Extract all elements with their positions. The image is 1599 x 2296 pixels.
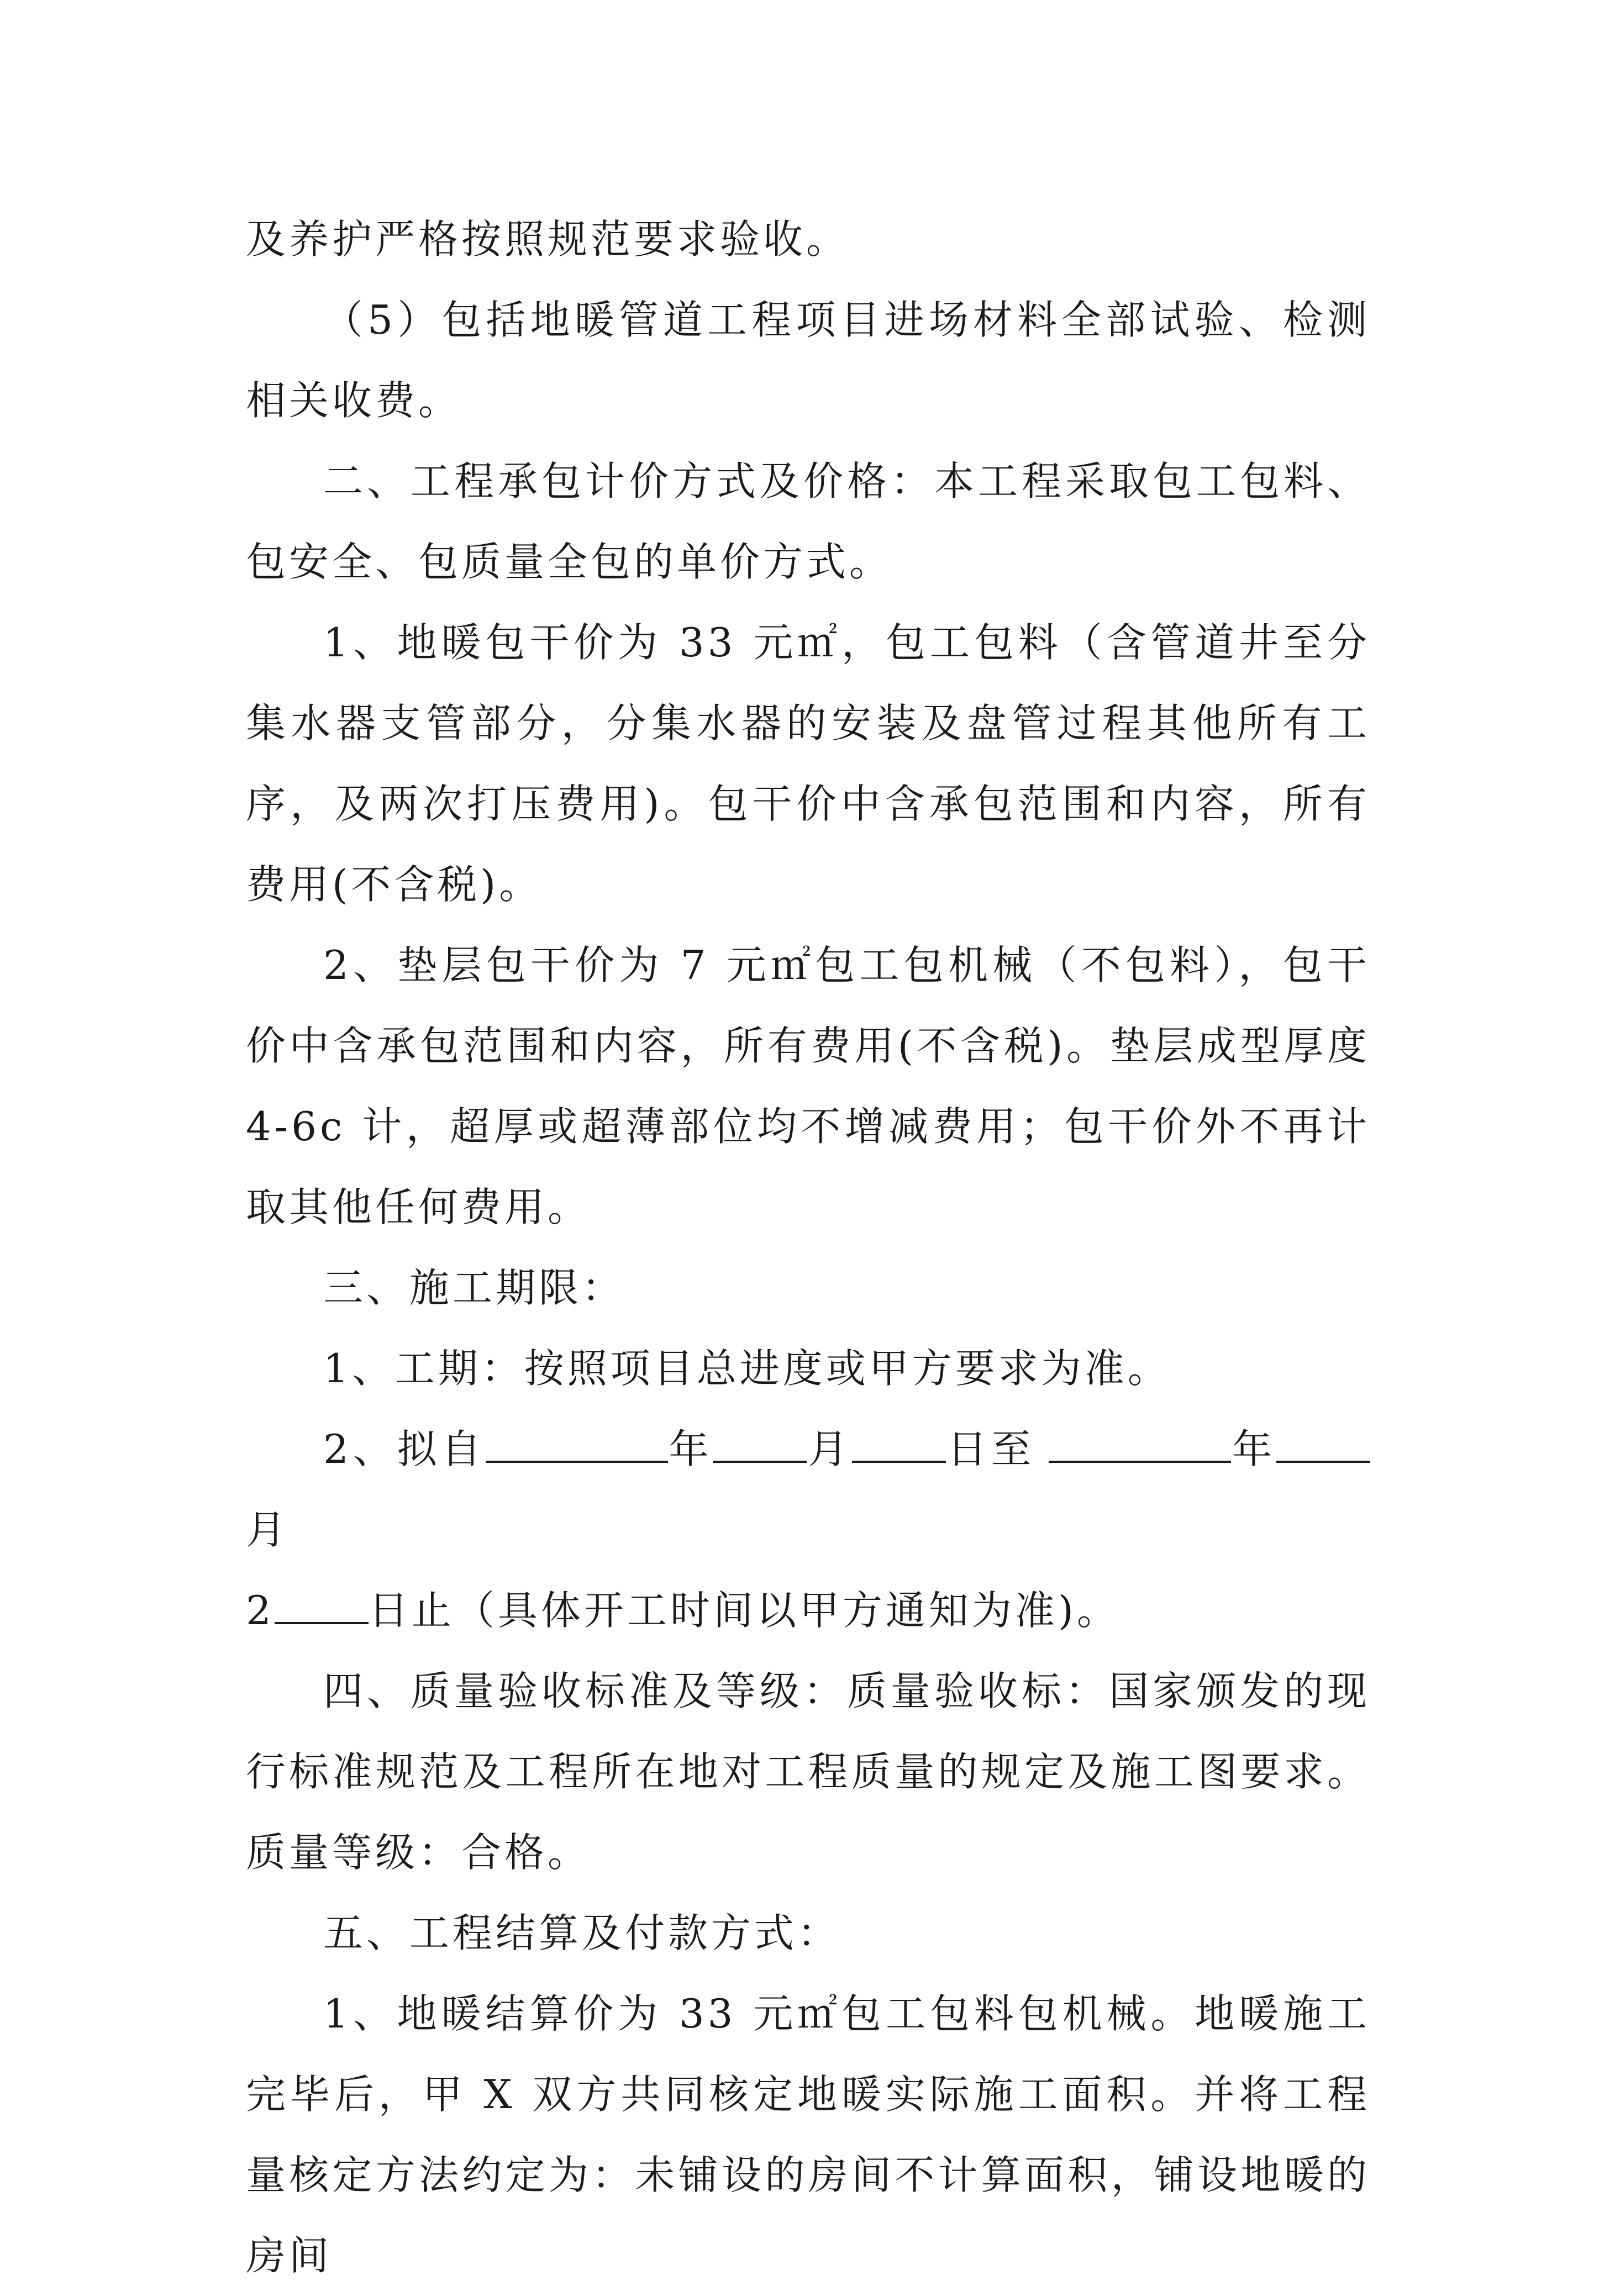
schedule-prefix: 2、拟自 bbox=[323, 1426, 486, 1472]
start-year-blank bbox=[486, 1425, 668, 1463]
paragraph-schedule-dates bbox=[246, 1409, 1370, 1570]
paragraph-quality-standard: 四、质量验收标准及等级：质量验收标：国家颁发的现行标准规范及工程所在地对工程质量的规定及施工图要求。质量等级：合格。 bbox=[246, 1668, 1370, 1876]
start-day-to-label: 日至 bbox=[946, 1426, 1036, 1472]
paragraph-pricing-method: 二、工程承包计价方式及价格：本工程采取包工包料、包安全、包质量全包的单价方式。 bbox=[246, 458, 1370, 585]
end-day-prefix: 2 bbox=[246, 1587, 275, 1634]
paragraph-material-testing: （5）包括地暖管道工程项目进场材料全部试验、检测相关收费。 bbox=[246, 297, 1370, 424]
start-month-label: 月 bbox=[807, 1426, 853, 1472]
paragraph-duration: 1、工期：按照项目总进度或甲方要求为准。 bbox=[323, 1345, 1171, 1392]
end-day-blank bbox=[275, 1586, 369, 1624]
start-month-blank bbox=[713, 1425, 807, 1463]
end-day-suffix: 日止（具体开工时间以甲方通知为准)。 bbox=[368, 1587, 1120, 1634]
document-page bbox=[246, 199, 1370, 2296]
paragraph-settlement-price: 1、地暖结算价为 33 元㎡包工包料包机械。地暖施工完毕后，甲 X 双方共同核定地暖实际施工面积。并将工程量核定方法约定为：未铺设的房间不计算面积，铺设地暖的房间 bbox=[246, 1990, 1370, 2279]
end-month-label: 月 bbox=[246, 1507, 290, 1553]
end-year-blank bbox=[1049, 1425, 1231, 1463]
start-year-label: 年 bbox=[667, 1426, 713, 1472]
paragraph-schedule-end bbox=[246, 1570, 1370, 1651]
paragraph-cushion-layer-price: 2、垫层包干价为 7 元㎡包工包机械（不包料），包干价中含承包范围和内容，所有费用(不含税)。垫层成型厚度 4-6c 计，超厚或超薄部位均不增减费用；包干价外不再计取其他任何费用。 bbox=[246, 942, 1370, 1230]
paragraph-floor-heating-price: 1、地暖包干价为 33 元㎡，包工包料（含管道井至分集水器支管部分，分集水器的安装及盘管过程其他所有工序，及两次打压费用)。包干价中含承包范围和内容，所有费用(不含税)。 bbox=[246, 619, 1370, 908]
start-day-blank bbox=[852, 1425, 946, 1463]
section-heading-construction-period: 三、施工期限： bbox=[323, 1265, 625, 1311]
paragraph-curing-acceptance: 及养护严格按照规范要求验收。 bbox=[246, 216, 850, 262]
section-heading-settlement: 五、工程结算及付款方式： bbox=[323, 1910, 841, 1956]
end-month-blank bbox=[1276, 1425, 1370, 1463]
end-year-label: 年 bbox=[1231, 1426, 1276, 1472]
